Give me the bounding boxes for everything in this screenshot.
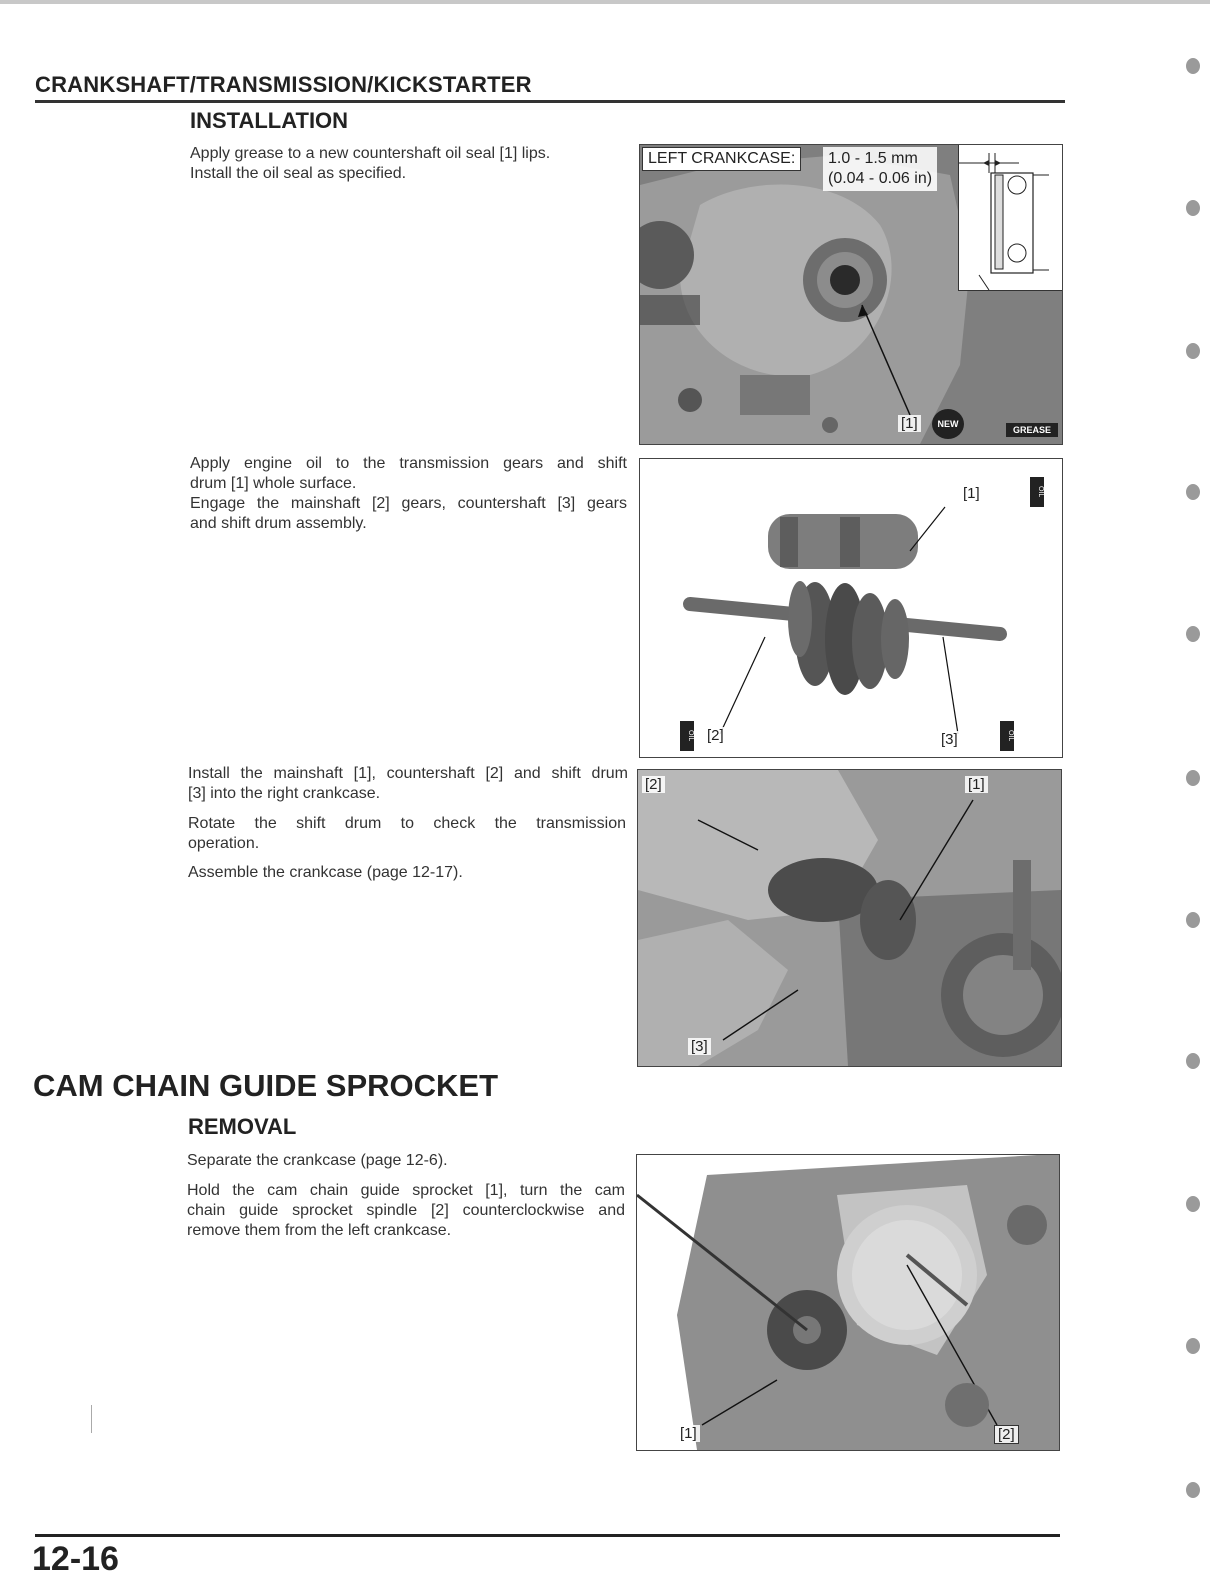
section-title: CRANKSHAFT/TRANSMISSION/KICKSTARTER	[35, 72, 532, 97]
section-title-rule	[35, 100, 1065, 103]
text-line: chain guide sprocket spindle [2] counterclockwise and	[187, 1202, 625, 1219]
label-mainshaft: [2]	[704, 727, 727, 744]
text-line: drum [1] whole surface.	[190, 475, 357, 492]
label-sprocket-spindle: [2]	[994, 1425, 1019, 1444]
installation-step-4	[188, 814, 626, 854]
figure-transmission-install	[637, 769, 1062, 1067]
binder-hole-icon	[1186, 343, 1200, 359]
binder-hole-icon	[1186, 1338, 1200, 1354]
installation-step-1	[190, 144, 610, 184]
cam-sprocket-photo-illustration	[637, 1155, 1059, 1450]
page-number: 12-16	[32, 1540, 119, 1578]
oil-seal-depth-spec	[823, 147, 937, 191]
installation-heading: INSTALLATION	[190, 108, 349, 133]
binder-hole-icon	[1186, 1053, 1200, 1069]
removal-heading: REMOVAL	[188, 1114, 297, 1139]
figure-oil-seal-photo	[639, 144, 1063, 445]
install-photo-illustration	[638, 770, 1061, 1066]
top-edge-rule	[0, 0, 1210, 4]
installation-step-3	[188, 764, 628, 804]
installation-step-2	[190, 454, 627, 534]
spec-in: (0.04 - 0.06 in)	[828, 170, 933, 187]
oil-can-icon: OIL	[680, 721, 694, 751]
figure-cam-sprocket-removal	[636, 1154, 1060, 1451]
oil-can-icon: OIL	[1030, 477, 1044, 507]
grease-icon: GREASE	[1006, 423, 1058, 437]
text-line: [3] into the right crankcase.	[188, 785, 381, 802]
text-line: Rotate the shift drum to check the transmission	[188, 815, 626, 832]
binder-hole-icon	[1186, 770, 1200, 786]
label-oil-seal: [1]	[898, 415, 921, 432]
binder-hole-icon	[1186, 1482, 1200, 1498]
left-crankcase-callout: LEFT CRANKCASE:	[642, 147, 801, 171]
removal-step-1: Separate the crankcase (page 12-6).	[187, 1152, 448, 1169]
cam-chain-section-title: CAM CHAIN GUIDE SPROCKET	[33, 1068, 499, 1103]
transmission-gears-illustration	[640, 459, 1062, 757]
binder-hole-icon	[1186, 484, 1200, 500]
text-line: Install the mainshaft [1], countershaft [2] and shift drum	[188, 765, 628, 782]
spec-mm: 1.0 - 1.5 mm	[828, 150, 918, 167]
binder-hole-icon	[1186, 626, 1200, 642]
figure-transmission-assembly	[639, 458, 1063, 758]
binder-hole-icon	[1186, 58, 1200, 74]
label-shift-drum: [3]	[688, 1038, 711, 1055]
label-shift-drum: [1]	[960, 485, 983, 502]
bearing-cross-section-icon	[959, 145, 1063, 290]
oil-can-icon: OIL	[1000, 721, 1014, 751]
label-countershaft: [3]	[938, 731, 961, 748]
text-line: Engage the mainshaft [2] gears, countershaft [3] gears	[190, 495, 627, 512]
text-line: Apply engine oil to the transmission gears and shift	[190, 455, 627, 472]
text-line: Hold the cam chain guide sprocket [1], turn the cam	[187, 1182, 625, 1199]
binder-hole-icon	[1186, 200, 1200, 216]
label-countershaft: [2]	[642, 776, 665, 793]
new-part-icon: NEW	[932, 409, 964, 439]
binder-hole-icon	[1186, 912, 1200, 928]
removal-step-2	[187, 1181, 625, 1241]
text-line: operation.	[188, 835, 260, 852]
text-line: Install the oil seal as specified.	[190, 165, 407, 182]
text-line: Apply grease to a new countershaft oil seal [1] lips.	[190, 145, 551, 162]
label-cam-chain-guide-sprocket: [1]	[677, 1425, 700, 1442]
text-line: and shift drum assembly.	[190, 515, 367, 532]
scan-mark	[91, 1405, 92, 1433]
binder-hole-icon	[1186, 1196, 1200, 1212]
text-line: remove them from the left crankcase.	[187, 1222, 452, 1239]
installation-step-5: Assemble the crankcase (page 12-17).	[188, 864, 463, 881]
label-mainshaft: [1]	[965, 776, 988, 793]
footer-rule	[35, 1534, 1060, 1537]
oil-seal-inset-diagram	[958, 145, 1063, 291]
